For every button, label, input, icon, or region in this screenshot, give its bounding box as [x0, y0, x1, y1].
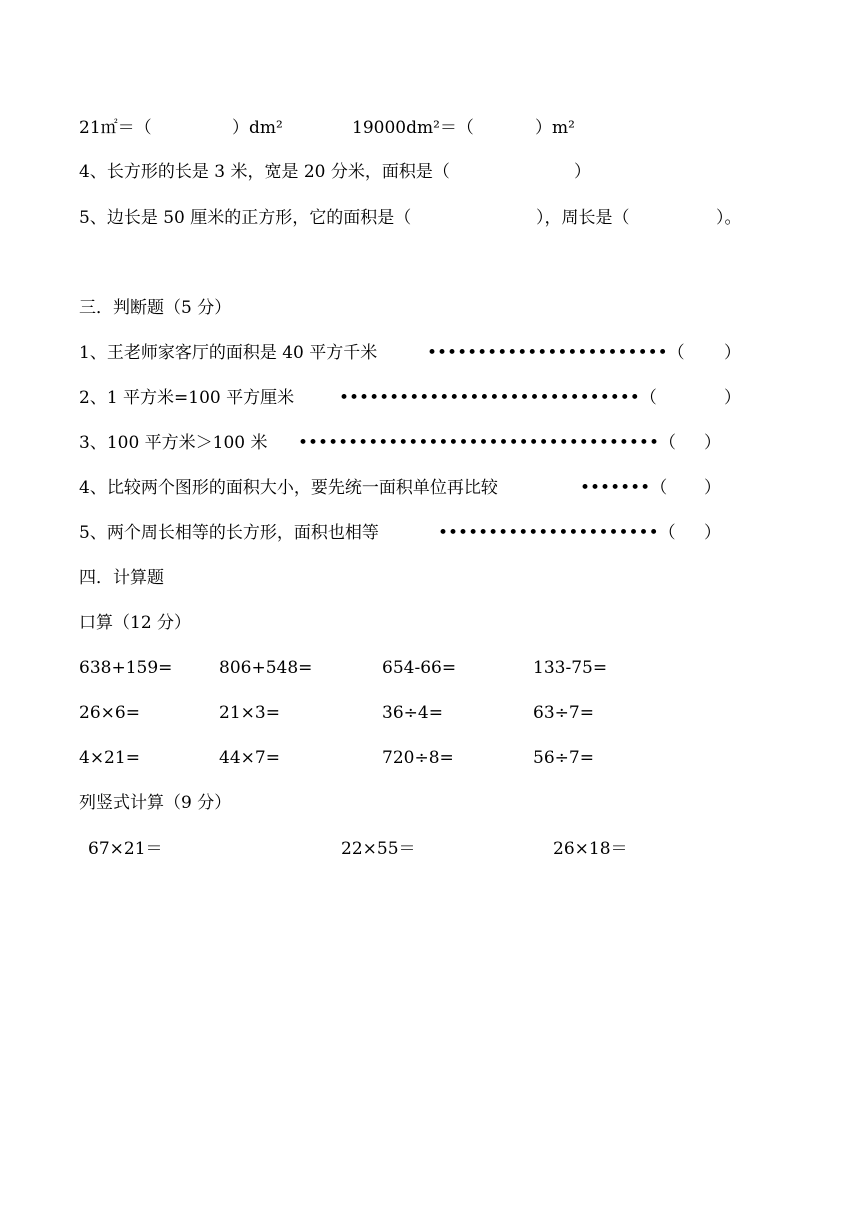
judge-item-close: ） [724, 388, 741, 408]
oral-calc-title: 口算（12 分） [79, 613, 192, 633]
conversion-b-end: ）m² [535, 118, 575, 138]
fill-question-4-blank-close: ） [574, 162, 591, 182]
oral-problem: 44×7= [219, 748, 280, 768]
oral-problem: 806+548= [219, 658, 313, 678]
fill-question-5: 5、边长是 50 厘米的正方形，它的面积是（ [79, 208, 412, 228]
judge-item-close: ） [704, 433, 721, 453]
oral-problem: 720÷8= [382, 748, 454, 768]
judge-item-text: 1、王老师家客厅的面积是 40 平方千米 [79, 343, 378, 363]
judge-item-dots: ••••••••••••••••••••••••••••••••••••（ [298, 433, 676, 453]
judge-item-dots: ••••••••••••••••••••••（ [438, 523, 676, 543]
judge-item-dots: •••••••（ [580, 478, 668, 498]
fill-question-4: 4、长方形的长是 3 米，宽是 20 分米，面积是（ [79, 162, 450, 182]
judge-item-dots: ••••••••••••••••••••••••（ [427, 343, 685, 363]
conversion-a-end: ）dm² [232, 118, 283, 138]
vertical-problem: 22×55＝ [341, 839, 416, 859]
oral-problem: 21×3= [219, 703, 280, 723]
judge-section-title: 三．判断题（5 分） [79, 298, 232, 318]
oral-problem: 638+159= [79, 658, 173, 678]
oral-problem: 36÷4= [382, 703, 443, 723]
judge-item-text: 3、100 平方米＞100 米 [79, 433, 268, 453]
oral-problem: 26×6= [79, 703, 140, 723]
oral-problem: 654-66= [382, 658, 457, 678]
conversion-b: 19000dm²＝（ [352, 118, 474, 138]
judge-item-close: ） [704, 523, 721, 543]
calc-section-title: 四．计算题 [79, 568, 164, 588]
oral-problem: 63÷7= [533, 703, 594, 723]
conversion-a: 21㎡＝（ [79, 118, 152, 138]
judge-item-text: 4、比较两个图形的面积大小，要先统一面积单位再比较 [79, 478, 498, 498]
oral-problem: 56÷7= [533, 748, 594, 768]
vertical-problem: 67×21＝ [88, 839, 163, 859]
judge-item-text: 2、1 平方米=100 平方厘米 [79, 388, 295, 408]
oral-problem: 133-75= [533, 658, 608, 678]
judge-item-text: 5、两个周长相等的长方形，面积也相等 [79, 523, 379, 543]
oral-problem: 4×21= [79, 748, 140, 768]
vertical-calc-title: 列竖式计算（9 分） [79, 793, 232, 813]
judge-item-dots: ••••••••••••••••••••••••••••••（ [339, 388, 657, 408]
judge-item-close: ） [704, 478, 721, 498]
judge-item-close: ） [724, 343, 741, 363]
fill-question-5-mid: ），周长是（ [536, 208, 630, 228]
vertical-problem: 26×18＝ [553, 839, 628, 859]
fill-question-5-end: ）。 [716, 208, 742, 228]
